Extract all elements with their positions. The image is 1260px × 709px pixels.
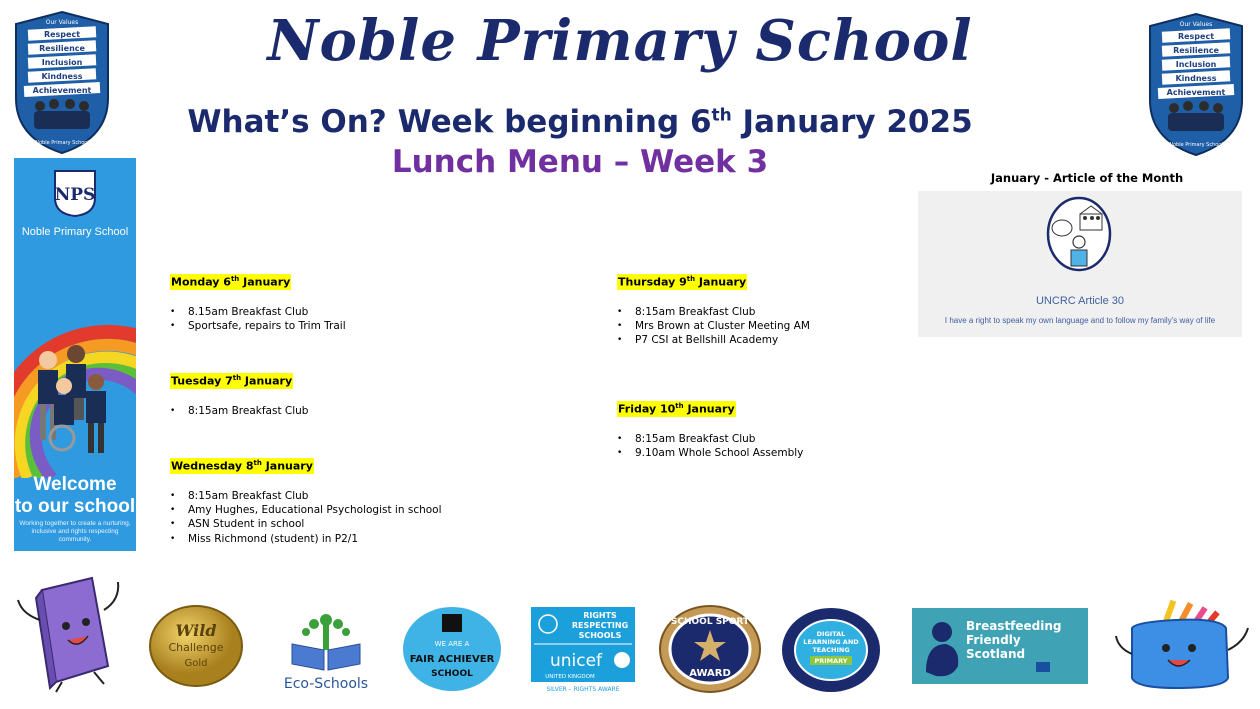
svg-text:Resilience: Resilience	[39, 44, 85, 53]
svg-text:DIGITAL: DIGITAL	[816, 630, 846, 638]
welcome-text: Welcome to our school	[14, 474, 136, 517]
svg-text:Scotland: Scotland	[966, 647, 1026, 661]
list-item: • Miss Richmond (student) in P2/1	[170, 532, 442, 546]
fair-achiever-badge	[402, 606, 502, 692]
eco-schools-badge	[276, 608, 376, 694]
svg-text:Friendly: Friendly	[966, 633, 1021, 647]
svg-text:Challenge: Challenge	[168, 641, 224, 654]
day-heading: Tuesday 7th January	[171, 374, 293, 388]
svg-text:unicef: unicef	[549, 651, 603, 671]
svg-text:Noble Primary School: Noble Primary School	[1169, 142, 1223, 148]
day-monday	[170, 273, 346, 333]
svg-text:SILVER – RIGHTS AWARE: SILVER – RIGHTS AWARE	[546, 686, 620, 693]
list-item: • Mrs Brown at Cluster Meeting AM	[617, 319, 810, 333]
digital-schools-award-badge	[780, 606, 882, 694]
svg-text:Breastfeeding: Breastfeeding	[966, 619, 1062, 633]
banner-tagline: Working together to create a nurturing, inclusive and rights respecting community.	[19, 520, 131, 543]
day-heading: Friday 10th January	[618, 402, 735, 416]
list-item: • 8:15am Breakfast Club	[617, 432, 803, 446]
day-heading: Monday 6th January	[171, 275, 291, 289]
svg-text:LEARNING AND: LEARNING AND	[803, 638, 859, 646]
article-card	[918, 191, 1242, 337]
list-item: • 8:15am Breakfast Club	[617, 305, 810, 319]
rainbow-children-illustration	[14, 278, 136, 478]
crest-shield-icon	[1146, 12, 1246, 157]
article-number: UNCRC Article 30	[1035, 295, 1125, 307]
svg-text:Inclusion: Inclusion	[41, 58, 83, 67]
list-item: • ASN Student in school	[170, 517, 442, 531]
day-heading: Wednesday 8th January	[171, 459, 313, 473]
svg-text:Achievement: Achievement	[1166, 88, 1226, 97]
crest-shield-icon	[12, 10, 112, 155]
page-title: Noble Primary School	[267, 8, 973, 74]
breastfeeding-friendly-badge	[912, 608, 1088, 684]
svg-text:FAIR ACHIEVER: FAIR ACHIEVER	[409, 654, 495, 665]
rights-respecting-badge	[530, 606, 636, 694]
svg-text:TEACHING: TEACHING	[812, 646, 850, 654]
article-heading: January - Article of the Month	[990, 171, 1184, 185]
family-language-icon	[1046, 196, 1112, 272]
svg-text:Resilience: Resilience	[1173, 46, 1219, 55]
list-item: • 8:15am Breakfast Club	[170, 404, 308, 418]
svg-text:PRIMARY: PRIMARY	[814, 657, 848, 665]
book-character-illustration	[12, 570, 126, 694]
list-item: • 8:15am Breakfast Club	[170, 489, 442, 503]
svg-text:RIGHTS: RIGHTS	[583, 611, 617, 620]
svg-text:Wild: Wild	[175, 621, 217, 640]
list-item: • Sportsafe, repairs to Trim Trail	[170, 319, 346, 333]
svg-text:Our Values: Our Values	[1179, 21, 1213, 28]
svg-text:UNITED KINGDOM: UNITED KINGDOM	[545, 674, 595, 680]
svg-text:Inclusion: Inclusion	[1175, 60, 1217, 69]
svg-text:SCHOOL SPORT: SCHOOL SPORT	[670, 617, 750, 627]
svg-text:Our Values: Our Values	[45, 19, 79, 26]
day-thursday	[617, 273, 810, 348]
svg-text:Noble Primary School: Noble Primary School	[35, 140, 89, 146]
list-item: • Amy Hughes, Educational Psychologist in school	[170, 503, 442, 517]
svg-text:Kindness: Kindness	[1175, 74, 1217, 83]
svg-text:RESPECTING: RESPECTING	[571, 621, 629, 630]
svg-text:WE ARE A: WE ARE A	[434, 640, 470, 648]
day-tuesday	[170, 372, 308, 418]
svg-text:SCHOOLS: SCHOOLS	[578, 631, 622, 640]
day-wednesday	[170, 457, 442, 546]
svg-text:NPS: NPS	[54, 185, 96, 205]
wild-challenge-badge	[148, 604, 244, 688]
day-friday	[617, 400, 803, 460]
school-crest-left	[12, 10, 112, 155]
svg-text:AWARD: AWARD	[689, 668, 731, 679]
school-logo-icon	[52, 168, 98, 218]
list-item: • 8.15am Breakfast Club	[170, 305, 346, 319]
svg-text:Eco-Schools: Eco-Schools	[283, 676, 369, 692]
lunch-menu-heading: Lunch Menu – Week 3	[391, 144, 769, 180]
day-heading: Thursday 9th January	[618, 275, 747, 289]
svg-text:Respect: Respect	[43, 30, 81, 39]
list-item: • P7 CSI at Bellshill Academy	[617, 333, 810, 347]
week-heading: What’s On? Week beginning 6th January 2025	[187, 104, 973, 140]
svg-text:SCHOOL: SCHOOL	[431, 669, 473, 679]
school-sport-award-badge	[658, 604, 762, 694]
list-item: • 9.10am Whole School Assembly	[617, 446, 803, 460]
welcome-banner	[14, 158, 136, 551]
article-caption: I have a right to speak my own language and to follow my family’s way of life	[944, 316, 1216, 325]
school-crest-right	[1146, 12, 1246, 157]
svg-text:Respect: Respect	[1177, 32, 1215, 41]
svg-text:Achievement: Achievement	[32, 86, 92, 95]
banner-school-name: Noble Primary School	[21, 226, 129, 238]
svg-text:Kindness: Kindness	[41, 72, 83, 81]
pencil-case-character-illustration	[1112, 598, 1252, 694]
svg-text:Gold: Gold	[184, 658, 208, 669]
